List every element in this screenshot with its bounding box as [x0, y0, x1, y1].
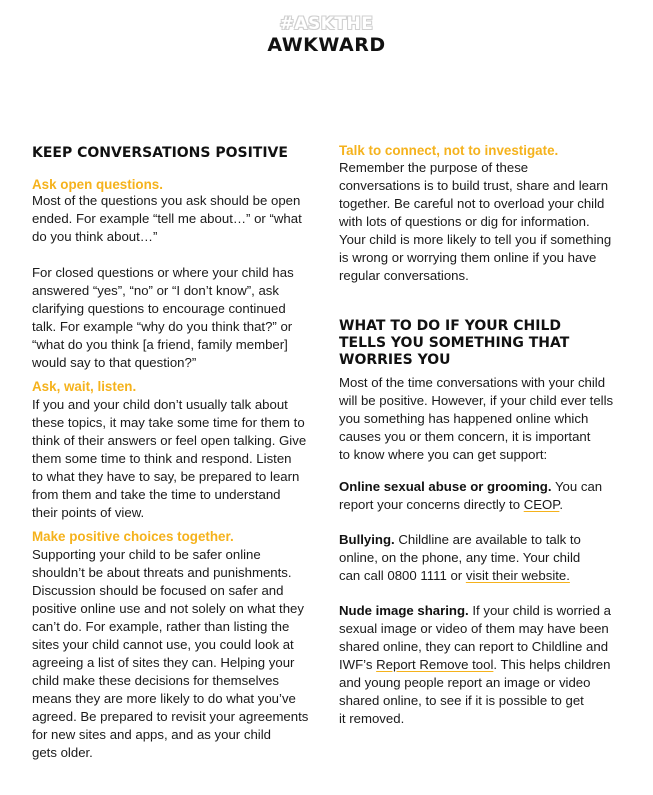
ask-wait-listen-line: to what they have to say, be prepared to learn	[32, 469, 300, 484]
talk-to-connect-line: regular conversations.	[339, 268, 469, 283]
positive-choices-line: child make these decisions for themselves	[32, 673, 280, 688]
intro-support-line: will be positive. However, if your child ever tells	[339, 393, 614, 408]
intro-support-line: you something has happened online which	[339, 411, 589, 426]
text-nude-7: shared online, to see if it is possible to get	[339, 693, 584, 708]
paragraph-open-questions	[32, 192, 302, 246]
subheading-ask-wait-listen: Ask, wait, listen.	[32, 379, 137, 394]
positive-choices-line: Discussion should be focused on safer and	[32, 583, 284, 598]
logo-hashtag: #ASKTHE	[279, 14, 374, 34]
text-bullying-3: can call 0800 1111 or	[339, 568, 466, 583]
talk-to-connect-line: is wrong or worrying them online if you have	[339, 250, 597, 265]
text-nude-8: it removed.	[339, 711, 405, 726]
closed-questions-line: talk. For example “why do you think that?” or	[32, 319, 293, 334]
label-online-abuse: Online sexual abuse or grooming.	[339, 479, 552, 494]
paragraph-intro-support	[339, 374, 613, 464]
ask-wait-listen-line: from them and take the time to understand	[32, 487, 281, 502]
closed-questions-line: would say to that question?”	[32, 355, 197, 370]
text-online-abuse-1: You can	[551, 479, 603, 494]
item-nude-sharing	[339, 602, 611, 728]
item-bullying	[339, 531, 581, 585]
what-to-do-heading-line: WHAT TO DO IF YOUR CHILD	[339, 318, 562, 334]
positive-choices-line: can’t do. For example, rather than listing the	[32, 619, 290, 634]
link-ceop[interactable]: CEOP	[523, 497, 560, 512]
link-childline-website[interactable]: visit their website.	[465, 568, 570, 583]
text-nude-3: shared online, they can report to Childline and	[339, 639, 609, 654]
text-online-abuse-3: .	[559, 497, 564, 512]
label-nude-sharing: Nude image sharing.	[339, 603, 469, 618]
positive-choices-line: positive online use and not solely on what they	[32, 601, 304, 616]
ask-wait-listen-line: these topics, it may take some time for them to	[32, 415, 305, 430]
closed-questions-line: For closed questions or where your child has	[32, 265, 294, 280]
positive-choices-line: agreeing a list of sites they can. Helping your	[32, 655, 295, 670]
intro-support-line: Most of the time conversations with your child	[339, 375, 606, 390]
text-nude-6: and young people report an image or video	[339, 675, 591, 690]
text-nude-1: If your child is worried a	[468, 603, 611, 618]
intro-support-line: to know where you can get support:	[339, 447, 548, 462]
paragraph-closed-questions	[32, 264, 294, 372]
text-nude-4: IWF’s	[339, 657, 377, 672]
ask-wait-listen-line: If you and your child don’t usually talk about	[32, 397, 288, 412]
talk-to-connect-line: Remember the purpose of these	[339, 160, 529, 175]
open-questions-line: ended. For example “tell me about…” or “what	[32, 211, 302, 226]
paragraph-talk-to-connect	[339, 159, 611, 285]
paragraph-positive-choices	[32, 546, 308, 762]
intro-support-line: causes you or them concern, it is important	[339, 429, 591, 444]
talk-to-connect-line: conversations is to build trust, share and learn	[339, 178, 609, 193]
text-online-abuse-2: report your concerns directly to	[339, 497, 524, 512]
subheading-positive-choices: Make positive choices together.	[32, 529, 234, 544]
text-bullying-2: online, on the phone, any time. Your child	[339, 550, 581, 565]
text-nude-5: . This helps children	[493, 657, 611, 672]
talk-to-connect-line: together. Be careful not to overload your child	[339, 196, 605, 211]
text-bullying-1: Childline are available to talk to	[394, 532, 581, 547]
subheading-talk-to-connect: Talk to connect, not to investigate.	[339, 143, 559, 158]
positive-choices-line: sites your child cannot use, you could look at	[32, 637, 294, 652]
heading-keep-positive: KEEP CONVERSATIONS POSITIVE	[32, 145, 288, 161]
closed-questions-line: answered “yes”, “no” or “I don’t know”, ask	[32, 283, 279, 298]
item-online-abuse	[339, 478, 602, 514]
positive-choices-line: Supporting your child to be safer online	[32, 547, 261, 562]
open-questions-line: do you think about…”	[32, 229, 158, 244]
positive-choices-line: agreed. Be prepared to revisit your agreements	[32, 709, 309, 724]
text-nude-2: sexual image or video of them may have been	[339, 621, 609, 636]
positive-choices-line: shouldn’t be about threats and punishments.	[32, 565, 292, 580]
closed-questions-line: clarifying questions to encourage continued	[32, 301, 286, 316]
talk-to-connect-line: with lots of questions or dig for information.	[339, 214, 590, 229]
ask-wait-listen-line: them some time to think and respond. Listen	[32, 451, 292, 466]
ask-wait-listen-line: their points of view.	[32, 505, 145, 520]
logo-title: AWKWARD	[267, 34, 386, 56]
link-report-remove[interactable]: Report Remove tool	[376, 657, 494, 672]
subheading-open-questions: Ask open questions.	[32, 177, 163, 192]
what-to-do-heading-line: TELLS YOU SOMETHING THAT	[339, 335, 570, 351]
what-to-do-heading-line: WORRIES YOU	[339, 352, 451, 368]
ask-wait-listen-line: think of their answers or feel open talking. Give	[32, 433, 307, 448]
positive-choices-line: for new sites and apps, and as your child	[32, 727, 271, 742]
talk-to-connect-line: Your child is more likely to tell you if something	[339, 232, 612, 247]
positive-choices-line: means they are more likely to do what you’ve	[32, 691, 296, 706]
label-bullying: Bullying.	[339, 532, 395, 547]
heading-what-to-do	[339, 318, 569, 369]
positive-choices-line: gets older.	[32, 745, 93, 760]
open-questions-line: Most of the questions you ask should be open	[32, 193, 301, 208]
paragraph-ask-wait-listen	[32, 396, 306, 522]
closed-questions-line: “what do you think [a friend, family member]	[32, 337, 288, 352]
